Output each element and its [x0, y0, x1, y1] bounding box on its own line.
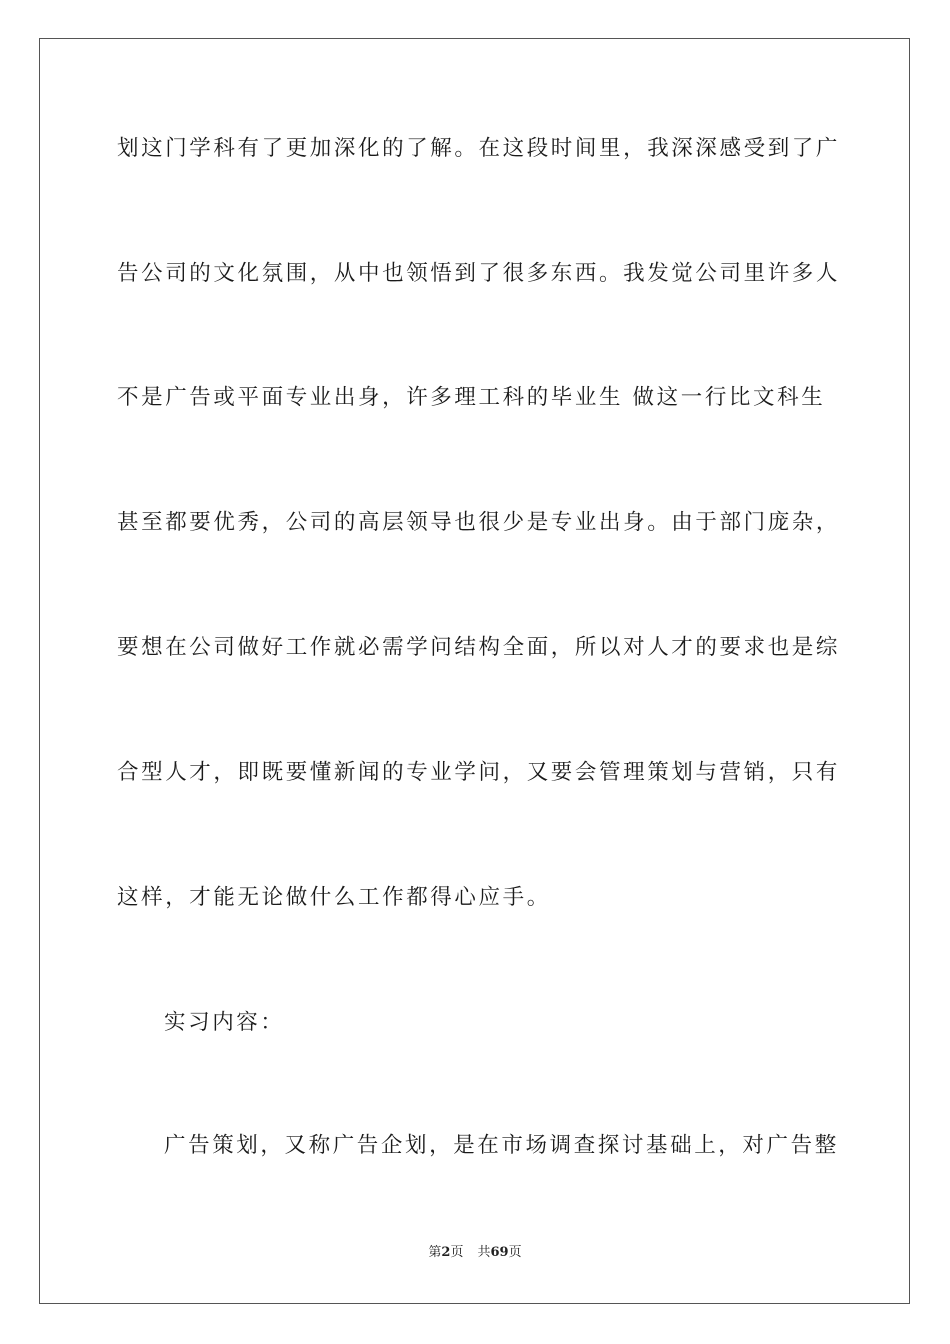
paragraph-line-3: 不是广告或平面专业出身，许多理工科的毕业生 做这一行比文科生: [117, 385, 826, 410]
paragraph-line-7: 这样，才能无论做什么工作都得心应手。: [117, 885, 551, 910]
total-pages: 69: [490, 1245, 509, 1260]
total-suffix: 页: [508, 1245, 522, 1260]
paragraph-line-2: 告公司的文化氛围，从中也领悟到了很多东西。我发觉公司里许多人: [117, 261, 841, 286]
paragraph-line-1: 划这门学科有了更加深化的了解。在这段时间里，我深深感受到了广: [117, 136, 841, 161]
page-footer: [0, 1244, 950, 1262]
page-suffix: 页: [450, 1245, 464, 1260]
page-prefix: 第: [428, 1245, 442, 1260]
paragraph-line-6: 合型人才，即既要懂新闻的专业学问，又要会管理策划与营销，只有: [117, 760, 841, 785]
paragraph-line-5: 要想在公司做好工作就必需学问结构全面，所以对人才的要求也是综: [117, 635, 841, 660]
page-number: 2: [441, 1245, 451, 1260]
total-prefix: 共: [477, 1245, 491, 1260]
paragraph-line-4: 甚至都要优秀，公司的高层领导也很少是专业出身。由于部门庞杂，: [117, 510, 841, 535]
paragraph-line-9: 广告策划，又称广告企划，是在市场调查探讨基础上，对广告整: [164, 1133, 839, 1158]
page-border: [39, 38, 910, 1304]
section-heading: 实习内容：: [164, 1010, 285, 1035]
